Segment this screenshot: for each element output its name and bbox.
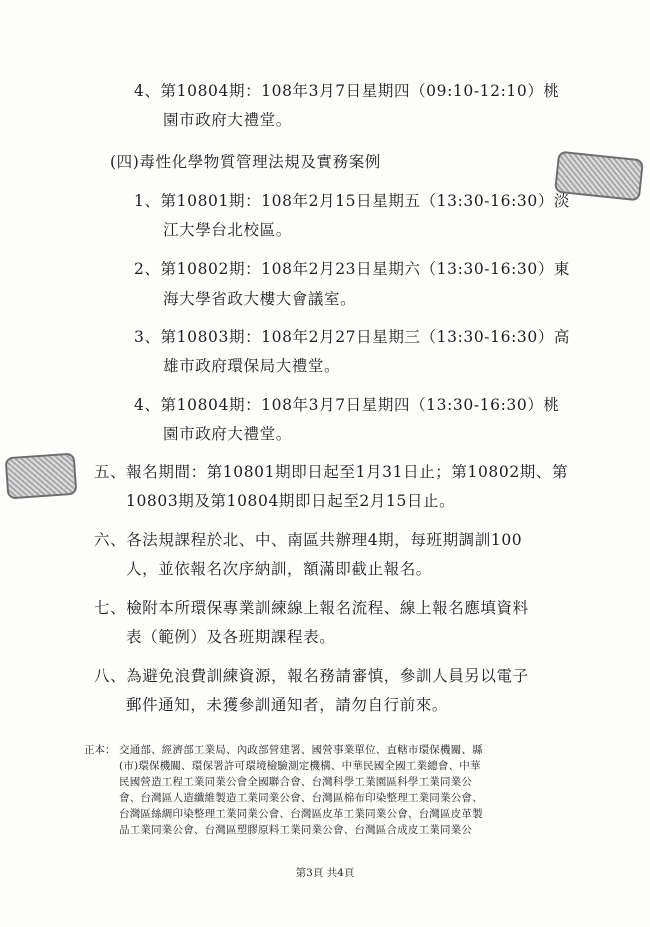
cc-label: 正本： bbox=[84, 744, 116, 756]
schedule-line: 1、第10801期：108年2月15日星期五（13:30-16:30）淡 bbox=[134, 192, 571, 210]
schedule-line: 園市政府大禮堂。 bbox=[163, 111, 292, 129]
item-seven-cont: 表（範例）及各班期課程表。 bbox=[126, 628, 336, 646]
item-seven: 七、檢附本所環保專業訓練線上報名流程、線上報名應填資料 bbox=[94, 599, 529, 617]
schedule-line: 4、第10804期：108年3月7日星期四（13:30-16:30）桃 bbox=[134, 396, 560, 414]
item-six-cont: 人，並依報名次序納訓，額滿即截止報名。 bbox=[126, 560, 432, 578]
cc-recipients-line: 交通部、經濟部工業局、內政部營建署、國營事業單位、直轄市環保機關、縣 bbox=[119, 744, 483, 756]
section-heading: (四)毒性化學物質管理法規及實務案例 bbox=[110, 153, 381, 171]
cc-recipients-line: 會、台灣區人造纖維製造工業同業公會、台灣區棉布印染整理工業同業公會、 bbox=[119, 792, 483, 804]
seal-stamp-left bbox=[5, 453, 78, 500]
item-five-cont: 10803期及第10804期即日起至2月15日止。 bbox=[126, 492, 456, 510]
schedule-line: 4、第10804期：108年3月7日星期四（09:10-12:10）桃 bbox=[134, 82, 560, 100]
item-six: 六、各法規課程於北、中、南區共辦理4期，每班期調訓100 bbox=[94, 531, 523, 549]
schedule-line: 江大學台北校區。 bbox=[163, 221, 292, 239]
item-five: 五、報名期間：第10801期即日起至1月31日止；第10802期、第 bbox=[94, 463, 569, 481]
item-eight-cont: 郵件通知，未獲參訓通知者，請勿自行前來。 bbox=[126, 696, 449, 714]
schedule-line: 3、第10803期：108年2月27日星期三（13:30-16:30）高 bbox=[134, 328, 571, 346]
cc-recipients-line: (市)環保機關、環保署許可環境檢驗測定機構、中華民國全國工業總會、中華 bbox=[119, 760, 481, 772]
schedule-line: 雄市政府環保局大禮堂。 bbox=[163, 357, 341, 375]
cc-recipients-line: 民國營造工程工業同業公會全國聯合會、台灣科學工業園區科學工業同業公 bbox=[119, 776, 473, 788]
cc-recipients-line: 台灣區絲綢印染整理工業同業公會、台灣區皮革工業同業公會、台灣區皮革製 bbox=[119, 808, 483, 820]
schedule-line: 海大學省政大樓大會議室。 bbox=[163, 290, 357, 308]
schedule-line: 2、第10802期：108年2月23日星期六（13:30-16:30）東 bbox=[134, 260, 571, 278]
schedule-line: 園市政府大禮堂。 bbox=[163, 425, 292, 443]
item-eight: 八、為避免浪費訓練資源，報名務請審慎，參訓人員另以電子 bbox=[94, 667, 529, 685]
cc-recipients-line: 品工業同業公會、台灣區塑膠原料工業同業公會、台灣區合成皮工業同業公 bbox=[119, 824, 473, 836]
page-number: 第3頁 共4頁 bbox=[295, 867, 355, 879]
